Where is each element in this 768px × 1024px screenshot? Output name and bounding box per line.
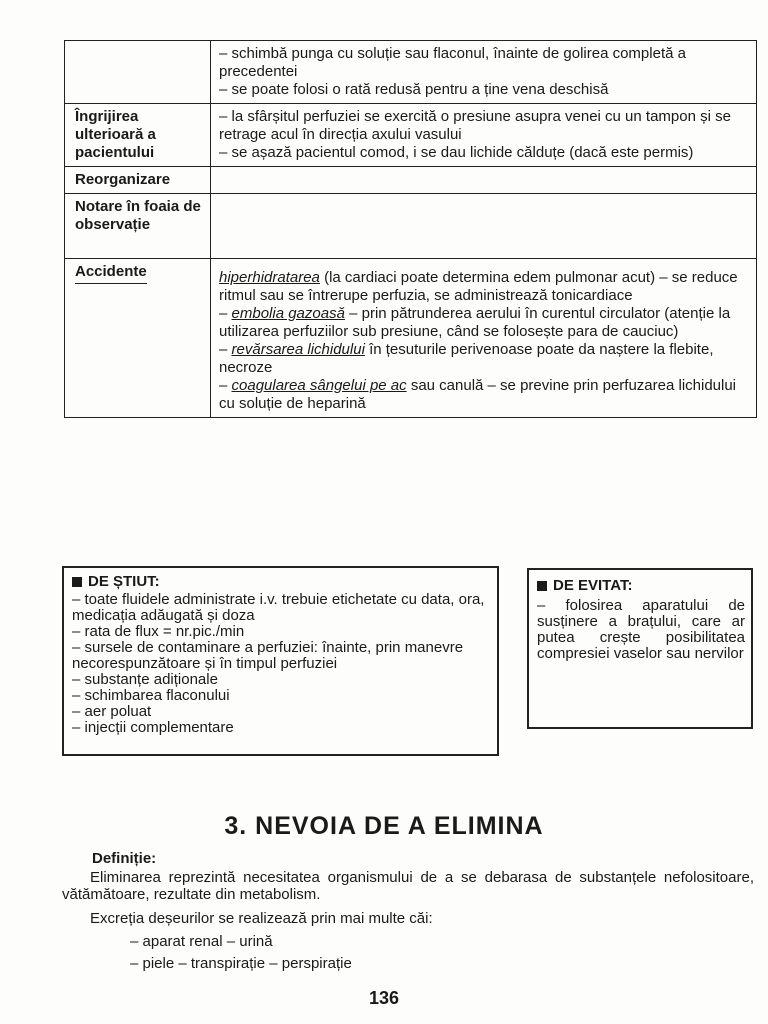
de-evitat-text: – folosirea aparatului de susținere a brațului, care ar putea crește posibilitatea compresiei vaselor sau nervilor — [537, 597, 745, 662]
de-stiut-box — [62, 566, 499, 756]
list-item: – injecții complementare — [72, 719, 234, 736]
row-line: – se poate folosi o rată redusă pentru a ține vena deschisă — [219, 81, 609, 98]
accident-text: (la cardiaci poate determina edem pulmonar acut) – se reduce ritmul sau se întrerupe perfuzia, se administrează tonicardiace — [219, 269, 738, 304]
row-content — [211, 259, 757, 418]
accident-text: – prin pătrunderea aerului în curentul circulator (atenție la utilizarea perfuziilor sub presiune, când se folosește para de cauciuc) — [219, 305, 731, 340]
list-item: – piele – transpirație – perspirație — [130, 955, 352, 972]
row-header — [65, 259, 211, 418]
list-item: – schimbarea flaconului — [72, 687, 230, 704]
table-row — [65, 104, 757, 167]
page-number: 136 — [368, 988, 400, 1008]
definition-paragraph: Eliminarea reprezintă necesitatea organismului de a se debarasa de substanțele nefolositoare, vătămătoare, rezultate din metabolism. — [62, 869, 754, 903]
row-content — [211, 194, 757, 259]
table-row — [65, 167, 757, 194]
list-item: – rata de flux = nr.pic./min — [72, 623, 245, 640]
list-item: – aer poluat — [72, 703, 152, 720]
excretion-paragraph: Excreția deșeurilor se realizează prin mai multe căi: — [90, 910, 433, 927]
square-bullet-icon — [72, 577, 82, 587]
row-header: Îngrijirea ulterioară a pacientului — [65, 104, 211, 167]
list-item: – toate fluidele administrate i.v. trebuie etichetate cu data, ora, medicația adăugată și doza — [72, 591, 485, 624]
row-header: Reorganizare — [65, 167, 211, 194]
table-row — [65, 41, 757, 104]
accident-text: în țesuturile perivenoase poate da naștere la flebite, necroze — [219, 341, 714, 376]
accident-term: embolia gazoasă — [231, 305, 345, 322]
list-item: – aparat renal – urină — [130, 933, 273, 950]
accident-term: hiperhidratarea — [219, 269, 320, 286]
row-line: – la sfârșitul perfuziei se exercită o presiune asupra venei cu un tampon și se retrage acul în direcția axului vasului — [219, 108, 731, 143]
accident-term: revărsarea lichidului — [231, 341, 365, 358]
row-content — [211, 104, 757, 167]
procedure-table — [64, 40, 757, 418]
accident-item — [219, 269, 750, 305]
accidents-header: Accidente — [75, 263, 147, 284]
accident-term: coagularea sângelui pe ac — [231, 377, 407, 394]
accident-item: – embolia gazoasă – prin pătrunderea aerului în curentul circulator (atenție la utilizarea perfuziilor sub presiune, când se folosește para de cauciuc) — [219, 305, 731, 340]
square-bullet-icon — [537, 581, 547, 591]
table-row — [65, 259, 757, 418]
list-item: – sursele de contaminare a perfuziei: înainte, prin manevre necorespunzătoare și în timpul perfuziei — [72, 639, 464, 672]
definition-label: Definiție: — [92, 850, 157, 867]
de-stiut-title: DE ȘTIUT: — [72, 574, 491, 590]
row-header: Notare în foaia de observație — [65, 194, 211, 259]
accident-text: sau canulă – se previne prin perfuzarea lichidului cu soluție de heparină — [219, 377, 737, 412]
accident-item: – coagularea sângelui pe ac sau canulă – se previne prin perfuzarea lichidului cu soluție de heparină — [219, 377, 737, 412]
row-header — [65, 41, 211, 104]
row-line: – se așază pacientul comod, i se dau lichide călduțe (dacă este permis) — [219, 144, 694, 161]
list-item: – substanțe adiționale — [72, 671, 218, 688]
de-evitat-box — [527, 568, 753, 729]
row-content — [211, 41, 757, 104]
accident-item: – revărsarea lichidului în țesuturile perivenoase poate da naștere la flebite, necroze — [219, 341, 714, 376]
de-evitat-title: DE EVITAT: — [537, 578, 745, 594]
row-line: – schimbă punga cu soluție sau flaconul, înainte de golirea completă a precedentei — [219, 45, 686, 80]
de-stiut-list — [72, 592, 491, 736]
row-content — [211, 167, 757, 194]
section-title: 3. NEVOIA DE A ELIMINA — [224, 812, 544, 840]
table-row — [65, 194, 757, 259]
